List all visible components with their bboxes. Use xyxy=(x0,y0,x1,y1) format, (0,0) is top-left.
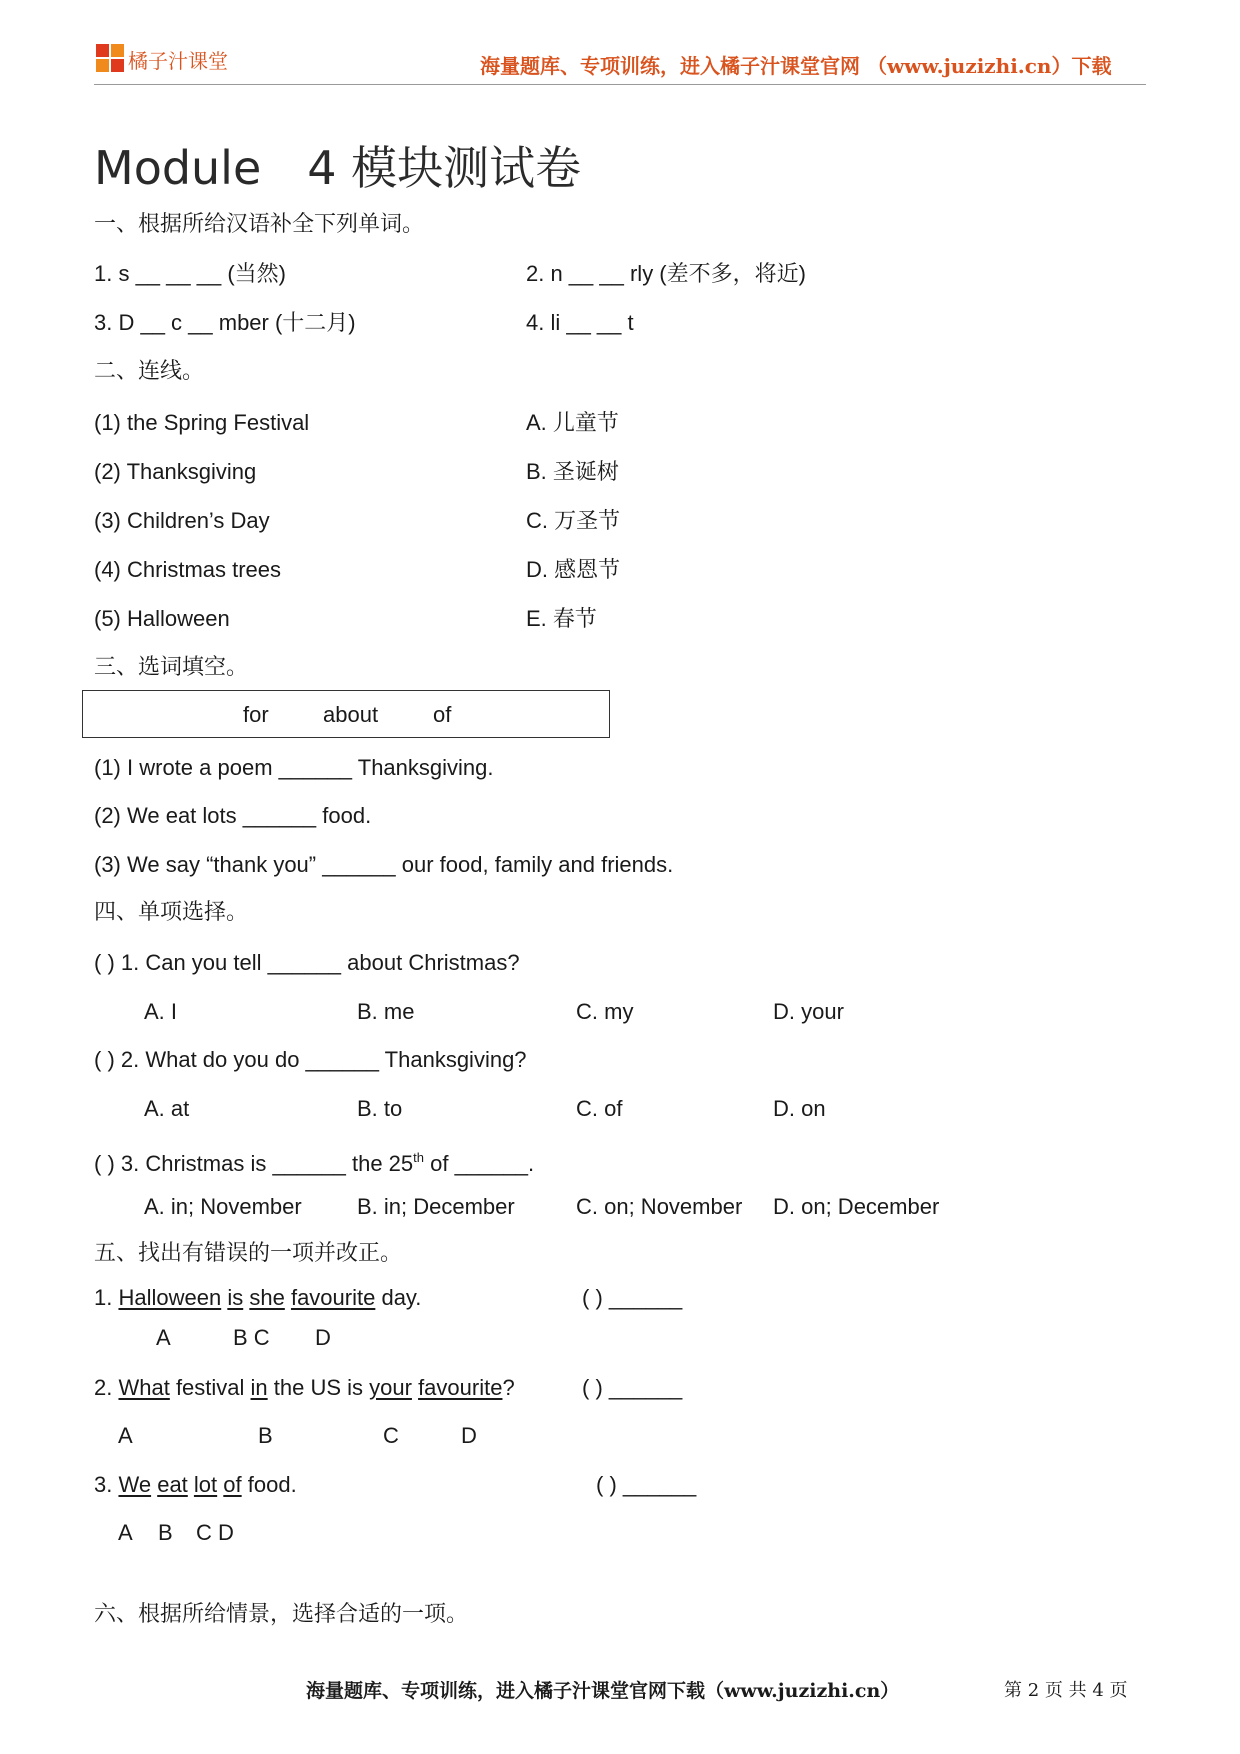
footer-slogan: 海量题库、专项训练，进入橘子汁课堂官网下载（www.juzizhi.cn） xyxy=(306,1680,900,1702)
match-left-5: (5) Halloween xyxy=(94,606,230,631)
match-right-b: B. 圣诞树 xyxy=(526,459,619,484)
word-item-1: 1. s __ __ __ (当然) xyxy=(94,261,286,286)
fill-item-1: (1) I wrote a poem ______ Thanksgiving. xyxy=(94,755,494,780)
mc-option: C. of xyxy=(576,1096,623,1121)
mc-option: C. on; November xyxy=(576,1194,743,1219)
question-number: 2. xyxy=(94,1375,119,1400)
option-letter: A xyxy=(156,1325,171,1350)
sentence-text: the US is xyxy=(267,1375,370,1400)
match-right-a: A. 儿童节 xyxy=(526,410,619,435)
mc-option: B. me xyxy=(357,999,415,1024)
underlined-word-a: Halloween xyxy=(118,1285,222,1310)
section4-heading: 四、单项选择。 xyxy=(94,900,249,925)
mc-question-3-part: of ______. xyxy=(424,1151,535,1176)
option-letter: B xyxy=(258,1423,273,1448)
mc-option: D. on xyxy=(773,1096,826,1121)
option-letter: B C xyxy=(233,1325,270,1350)
underlined-word-a: What xyxy=(118,1375,170,1400)
brand-logo-icon xyxy=(96,44,124,72)
mc-option: D. on; December xyxy=(773,1194,940,1219)
mc-option: B. in; December xyxy=(357,1194,515,1219)
mc-option: A. at xyxy=(144,1096,190,1121)
word-bank-box xyxy=(82,690,610,738)
underlined-word-d: of xyxy=(223,1472,242,1497)
mc-option: D. your xyxy=(773,999,844,1024)
question-number: 1. xyxy=(94,1285,119,1310)
underlined-word-d: favourite xyxy=(418,1375,503,1400)
sentence-end: food. xyxy=(241,1472,297,1497)
underlined-word-c: your xyxy=(369,1375,412,1400)
option-letter: C xyxy=(383,1423,399,1448)
match-left-3: (3) Children’s Day xyxy=(94,508,270,533)
match-right-c: C. 万圣节 xyxy=(526,508,621,533)
header-slogan: 海量题库、专项训练，进入橘子汁课堂官网 （www.juzizhi.cn）下载 xyxy=(480,54,1112,78)
word-bank-item: about xyxy=(323,702,379,727)
word-item-3: 3. D __ c __ mber (十二月) xyxy=(94,310,356,335)
mc-option: C. my xyxy=(576,999,634,1024)
match-left-2: (2) Thanksgiving xyxy=(94,459,257,484)
underlined-word-b: is xyxy=(227,1285,244,1310)
option-letter: A xyxy=(118,1423,133,1448)
section1-heading: 一、根据所给汉语补全下列单词。 xyxy=(94,212,425,237)
word-bank-item: for xyxy=(243,702,269,727)
match-right-e: E. 春节 xyxy=(526,606,597,631)
match-right-d: D. 感恩节 xyxy=(526,557,621,582)
option-letter: C D xyxy=(196,1520,234,1545)
mc-option: A. in; November xyxy=(144,1194,302,1219)
option-letter: D xyxy=(461,1423,477,1448)
answer-blank: ( ) ______ xyxy=(582,1375,683,1400)
error-question-3 xyxy=(94,1471,297,1499)
underlined-word-b: in xyxy=(250,1375,268,1400)
mc-question-1: ( ) 1. Can you tell ______ about Christmas? xyxy=(94,950,520,975)
underlined-word-b: eat xyxy=(157,1472,188,1497)
section3-heading: 三、选词填空。 xyxy=(94,655,249,680)
word-bank-item: of xyxy=(433,702,452,727)
question-number: 3. xyxy=(94,1472,119,1497)
brand-name: 橘子汁课堂 xyxy=(128,49,228,73)
underlined-word-d: favourite xyxy=(290,1285,376,1310)
match-left-4: (4) Christmas trees xyxy=(94,557,282,582)
page-number: 第 2 页 共 4 页 xyxy=(1004,1680,1128,1701)
answer-blank: ( ) ______ xyxy=(596,1472,697,1497)
match-left-1: (1) the Spring Festival xyxy=(94,410,310,435)
underlined-word-c: she xyxy=(249,1285,285,1310)
fill-item-3: (3) We say “thank you” ______ our food, family and friends. xyxy=(94,852,674,877)
section5-heading: 五、找出有错误的一项并改正。 xyxy=(94,1241,403,1266)
answer-blank: ( ) ______ xyxy=(582,1285,683,1310)
sentence-end: ? xyxy=(502,1375,515,1400)
ordinal-suffix: th xyxy=(413,1150,424,1165)
sentence-end: day. xyxy=(375,1285,422,1310)
sentence-text: festival xyxy=(169,1375,251,1400)
option-letter: A xyxy=(118,1520,133,1545)
section2-heading: 二、连线。 xyxy=(94,359,205,384)
underlined-word-a: We xyxy=(118,1472,152,1497)
mc-question-3 xyxy=(94,1144,534,1178)
error-question-2 xyxy=(94,1374,515,1402)
error-question-1 xyxy=(94,1284,421,1312)
fill-item-2: (2) We eat lots ______ food. xyxy=(94,803,372,828)
page-title: Module 4 模块测试卷 xyxy=(94,141,582,195)
option-letter: B xyxy=(158,1520,173,1545)
underlined-word-c: lot xyxy=(193,1472,218,1497)
option-letter: D xyxy=(315,1325,331,1350)
word-item-4: 4. li __ __ t xyxy=(526,310,634,335)
mc-question-3-part: ( ) 3. Christmas is ______ the 25 xyxy=(94,1151,414,1176)
section6-heading: 六、根据所给情景，选择合适的一项。 xyxy=(94,1602,469,1627)
mc-question-2: ( ) 2. What do you do ______ Thanksgiving? xyxy=(94,1047,527,1072)
mc-option: A. I xyxy=(144,999,178,1024)
header-divider xyxy=(94,84,1146,85)
mc-option: B. to xyxy=(357,1096,403,1121)
word-item-2: 2. n __ __ rly (差不多，将近) xyxy=(526,261,806,286)
